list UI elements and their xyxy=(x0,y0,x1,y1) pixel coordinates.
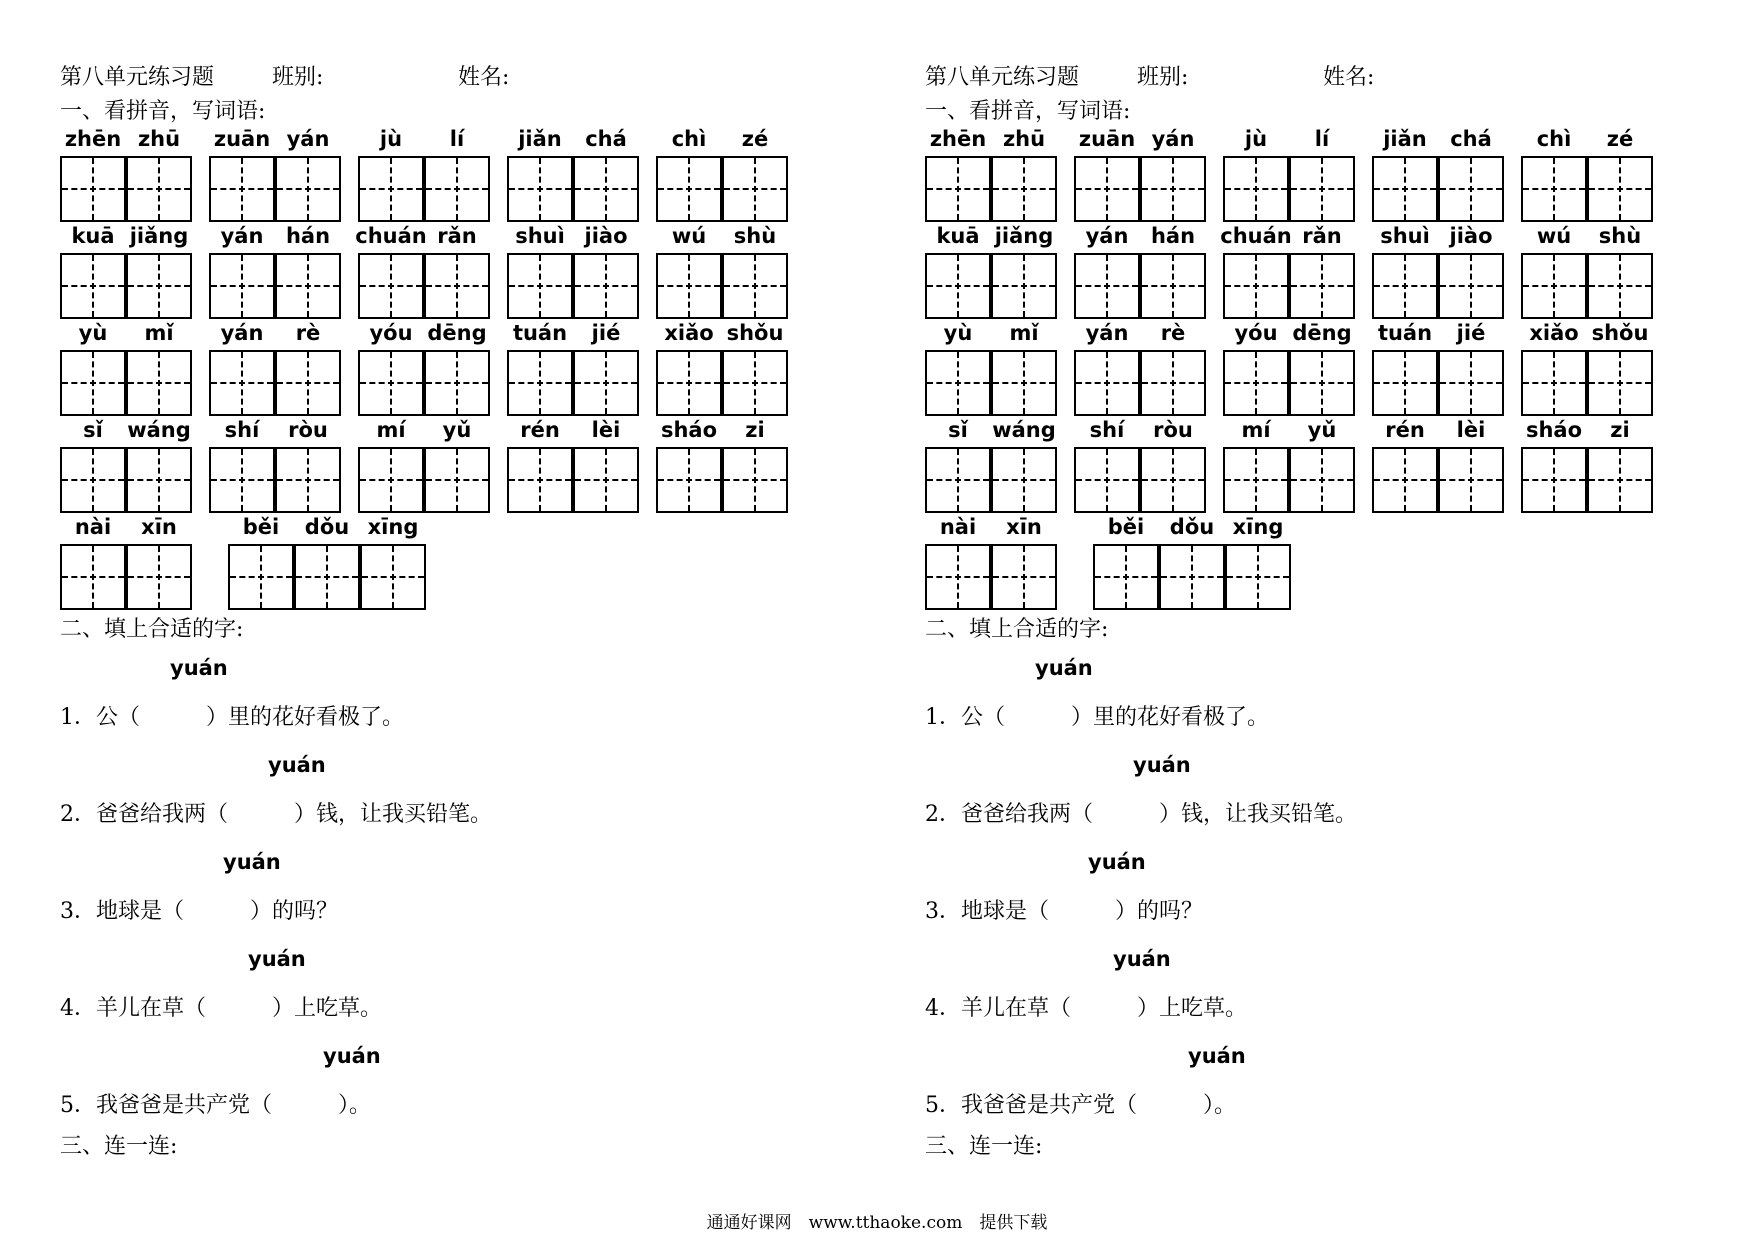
pinyin-label: shǒu xyxy=(1591,321,1649,345)
pinyin-label: běi xyxy=(242,515,280,539)
writing-box xyxy=(228,544,294,610)
writing-box xyxy=(360,544,426,610)
writing-box xyxy=(656,447,722,513)
writing-box xyxy=(722,253,788,319)
pinyin-label: wú xyxy=(671,224,707,248)
pinyin-label: dǒu xyxy=(1169,515,1215,539)
pinyin-label: zuān xyxy=(213,127,271,151)
writing-box xyxy=(656,350,722,416)
pinyin-label: shù xyxy=(1598,224,1642,248)
pinyin-label: rǎn xyxy=(437,224,477,248)
writing-box xyxy=(358,156,424,222)
writing-box xyxy=(656,253,722,319)
question-text: 2．爸爸给我两（ ）钱，让我买铅笔。 xyxy=(925,802,1357,827)
writing-box xyxy=(424,447,490,513)
pinyin-label: nài xyxy=(74,515,112,539)
writing-box xyxy=(1372,447,1438,513)
pinyin-label: xīn xyxy=(141,515,177,539)
writing-box xyxy=(1587,350,1653,416)
pinyin-label: xīn xyxy=(1006,515,1042,539)
writing-box xyxy=(1289,447,1355,513)
writing-box xyxy=(1074,350,1140,416)
pinyin-label: yǔ xyxy=(1307,418,1337,442)
writing-box xyxy=(925,253,991,319)
pinyin-label: lí xyxy=(449,127,465,151)
pinyin-label: chuán xyxy=(355,224,427,248)
writing-box xyxy=(1074,253,1140,319)
writing-box xyxy=(507,350,573,416)
writing-box xyxy=(60,253,126,319)
pinyin-label: kuā xyxy=(936,224,980,248)
pinyin-label: zi xyxy=(745,418,765,442)
writing-box xyxy=(1587,156,1653,222)
pinyin-label: shuì xyxy=(1380,224,1430,248)
question-pinyin: yuán xyxy=(268,753,326,777)
writing-box xyxy=(1159,544,1225,610)
question-pinyin: yuán xyxy=(1088,850,1146,874)
pinyin-label: chá xyxy=(585,127,627,151)
pinyin-label: sǐ xyxy=(83,418,103,442)
writing-box xyxy=(1225,544,1291,610)
pinyin-label: yán xyxy=(1085,321,1129,345)
question-text: 1．公（ ）里的花好看极了。 xyxy=(925,705,1269,730)
pinyin-label: xiǎo xyxy=(1529,321,1579,345)
writing-box xyxy=(1140,156,1206,222)
pinyin-label: nài xyxy=(939,515,977,539)
writing-box xyxy=(126,350,192,416)
pinyin-label: lèi xyxy=(591,418,621,442)
footer-credit: 通通好课网 www.tthaoke.com 提供下载 xyxy=(706,1213,1048,1233)
pinyin-label: mí xyxy=(376,418,406,442)
writing-box xyxy=(722,447,788,513)
writing-box xyxy=(1587,447,1653,513)
writing-box xyxy=(507,447,573,513)
pinyin-label: yǔ xyxy=(442,418,472,442)
section-1-title: 一、看拼音，写词语: xyxy=(60,99,266,124)
question-pinyin: yuán xyxy=(1035,656,1093,680)
pinyin-label: yán xyxy=(220,224,264,248)
name-label: 姓名: xyxy=(1323,65,1375,90)
pinyin-label: jiǎn xyxy=(1383,127,1427,151)
writing-box xyxy=(358,350,424,416)
writing-box xyxy=(573,156,639,222)
writing-box xyxy=(1223,447,1289,513)
section-3-title: 三、连一连: xyxy=(60,1134,178,1159)
pinyin-label: zhēn xyxy=(64,127,122,151)
pinyin-label: rè xyxy=(295,321,321,345)
worksheet-title: 第八单元练习题 xyxy=(60,65,215,90)
pinyin-label: běi xyxy=(1107,515,1145,539)
pinyin-label: ròu xyxy=(1153,418,1193,442)
pinyin-label: zi xyxy=(1610,418,1630,442)
pinyin-label: yóu xyxy=(1234,321,1278,345)
pinyin-label: chì xyxy=(671,127,707,151)
writing-box xyxy=(424,156,490,222)
writing-box xyxy=(126,447,192,513)
writing-box xyxy=(1140,447,1206,513)
question-pinyin: yuán xyxy=(170,656,228,680)
pinyin-label: jiǎng xyxy=(129,224,189,248)
writing-box xyxy=(126,544,192,610)
pinyin-label: mǐ xyxy=(1009,321,1039,345)
pinyin-label: shí xyxy=(224,418,260,442)
writing-box xyxy=(1289,156,1355,222)
question-text: 1．公（ ）里的花好看极了。 xyxy=(60,705,404,730)
writing-box xyxy=(991,156,1057,222)
question-pinyin: yuán xyxy=(1133,753,1191,777)
pinyin-label: shuì xyxy=(515,224,565,248)
writing-box xyxy=(209,350,275,416)
pinyin-label: xīng xyxy=(1232,515,1284,539)
class-label: 班别: xyxy=(272,65,324,90)
pinyin-label: wáng xyxy=(992,418,1056,442)
pinyin-label: rén xyxy=(1385,418,1425,442)
writing-box xyxy=(925,544,991,610)
pinyin-label: zé xyxy=(741,127,769,151)
pinyin-label: chuán xyxy=(1220,224,1292,248)
writing-box xyxy=(60,544,126,610)
question-text: 5．我爸爸是共产党（ ）。 xyxy=(925,1093,1236,1118)
writing-box xyxy=(424,253,490,319)
writing-box xyxy=(573,253,639,319)
writing-box xyxy=(1140,350,1206,416)
writing-box xyxy=(1372,350,1438,416)
pinyin-label: lèi xyxy=(1456,418,1486,442)
writing-box xyxy=(573,447,639,513)
name-label: 姓名: xyxy=(458,65,510,90)
pinyin-label: rǎn xyxy=(1302,224,1342,248)
writing-box xyxy=(722,350,788,416)
pinyin-label: shǒu xyxy=(726,321,784,345)
writing-box xyxy=(209,156,275,222)
writing-box xyxy=(1223,350,1289,416)
pinyin-label: jiào xyxy=(1449,224,1493,248)
writing-box xyxy=(358,447,424,513)
pinyin-label: shí xyxy=(1089,418,1125,442)
pinyin-label: shù xyxy=(733,224,777,248)
writing-box xyxy=(1521,350,1587,416)
writing-box xyxy=(925,447,991,513)
pinyin-label: yán xyxy=(220,321,264,345)
pinyin-label: mǐ xyxy=(144,321,174,345)
pinyin-label: sháo xyxy=(1525,418,1583,442)
pinyin-label: zhū xyxy=(1002,127,1046,151)
writing-box xyxy=(60,350,126,416)
pinyin-label: zuān xyxy=(1078,127,1136,151)
pinyin-label: wú xyxy=(1536,224,1572,248)
writing-box xyxy=(991,253,1057,319)
question-pinyin: yuán xyxy=(1113,947,1171,971)
pinyin-label: jiào xyxy=(584,224,628,248)
pinyin-label: yù xyxy=(943,321,973,345)
writing-box xyxy=(1223,156,1289,222)
pinyin-label: mí xyxy=(1241,418,1271,442)
writing-box xyxy=(1223,253,1289,319)
writing-box xyxy=(60,156,126,222)
writing-box xyxy=(1438,350,1504,416)
question-pinyin: yuán xyxy=(323,1044,381,1068)
writing-box xyxy=(1438,253,1504,319)
writing-box xyxy=(358,253,424,319)
writing-box xyxy=(1093,544,1159,610)
writing-box xyxy=(991,544,1057,610)
pinyin-label: jiǎng xyxy=(994,224,1054,248)
worksheet-left xyxy=(60,0,920,1200)
pinyin-label: xīng xyxy=(367,515,419,539)
class-label: 班别: xyxy=(1137,65,1189,90)
writing-box xyxy=(1289,350,1355,416)
writing-box xyxy=(275,253,341,319)
pinyin-label: kuā xyxy=(71,224,115,248)
writing-box xyxy=(1521,447,1587,513)
pinyin-label: yóu xyxy=(369,321,413,345)
question-text: 3．地球是（ ）的吗？ xyxy=(60,899,338,924)
section-3-title: 三、连一连: xyxy=(925,1134,1043,1159)
writing-box xyxy=(209,447,275,513)
writing-box xyxy=(925,350,991,416)
writing-box xyxy=(925,156,991,222)
writing-box xyxy=(507,156,573,222)
section-2-title: 二、填上合适的字: xyxy=(60,617,244,642)
writing-box xyxy=(294,544,360,610)
pinyin-label: hán xyxy=(285,224,331,248)
pinyin-label: tuán xyxy=(512,321,568,345)
pinyin-label: zé xyxy=(1606,127,1634,151)
question-text: 5．我爸爸是共产党（ ）。 xyxy=(60,1093,371,1118)
pinyin-label: xiǎo xyxy=(664,321,714,345)
question-text: 4．羊儿在草（ ）上吃草。 xyxy=(925,996,1247,1021)
writing-box xyxy=(275,350,341,416)
pinyin-label: ròu xyxy=(288,418,328,442)
writing-box xyxy=(1074,156,1140,222)
pinyin-label: yán xyxy=(1085,224,1129,248)
pinyin-label: tuán xyxy=(1377,321,1433,345)
writing-box xyxy=(1438,156,1504,222)
pinyin-label: yù xyxy=(78,321,108,345)
writing-box xyxy=(275,447,341,513)
pinyin-label: jié xyxy=(591,321,621,345)
writing-box xyxy=(1140,253,1206,319)
question-pinyin: yuán xyxy=(248,947,306,971)
writing-box xyxy=(424,350,490,416)
pinyin-label: sháo xyxy=(660,418,718,442)
pinyin-label: rén xyxy=(520,418,560,442)
writing-box xyxy=(991,350,1057,416)
pinyin-label: jù xyxy=(1244,127,1268,151)
pinyin-label: dēng xyxy=(1292,321,1352,345)
worksheet-title: 第八单元练习题 xyxy=(925,65,1080,90)
question-text: 4．羊儿在草（ ）上吃草。 xyxy=(60,996,382,1021)
pinyin-label: lí xyxy=(1314,127,1330,151)
pinyin-label: sǐ xyxy=(948,418,968,442)
pinyin-label: zhū xyxy=(137,127,181,151)
pinyin-label: chá xyxy=(1450,127,1492,151)
pinyin-label: wáng xyxy=(127,418,191,442)
pinyin-label: yán xyxy=(1151,127,1195,151)
question-text: 3．地球是（ ）的吗？ xyxy=(925,899,1203,924)
pinyin-label: yán xyxy=(286,127,330,151)
pinyin-label: chì xyxy=(1536,127,1572,151)
pinyin-label: zhēn xyxy=(929,127,987,151)
writing-box xyxy=(1372,253,1438,319)
section-2-title: 二、填上合适的字: xyxy=(925,617,1109,642)
writing-box xyxy=(991,447,1057,513)
writing-box xyxy=(1438,447,1504,513)
pinyin-label: hán xyxy=(1150,224,1196,248)
question-pinyin: yuán xyxy=(1188,1044,1246,1068)
worksheet-right xyxy=(925,0,1754,1200)
writing-box xyxy=(1521,156,1587,222)
writing-box xyxy=(275,156,341,222)
writing-box xyxy=(1289,253,1355,319)
writing-box xyxy=(722,156,788,222)
pinyin-label: jiǎn xyxy=(518,127,562,151)
writing-box xyxy=(1074,447,1140,513)
pinyin-label: jù xyxy=(379,127,403,151)
pinyin-label: jié xyxy=(1456,321,1486,345)
writing-box xyxy=(209,253,275,319)
section-1-title: 一、看拼音，写词语: xyxy=(925,99,1131,124)
question-pinyin: yuán xyxy=(223,850,281,874)
pinyin-label: dēng xyxy=(427,321,487,345)
writing-box xyxy=(507,253,573,319)
writing-box xyxy=(656,156,722,222)
pinyin-label: dǒu xyxy=(304,515,350,539)
pinyin-label: rè xyxy=(1160,321,1186,345)
writing-box xyxy=(573,350,639,416)
writing-box xyxy=(1521,253,1587,319)
writing-box xyxy=(60,447,126,513)
writing-box xyxy=(126,156,192,222)
writing-box xyxy=(1587,253,1653,319)
question-text: 2．爸爸给我两（ ）钱，让我买铅笔。 xyxy=(60,802,492,827)
writing-box xyxy=(1372,156,1438,222)
writing-box xyxy=(126,253,192,319)
